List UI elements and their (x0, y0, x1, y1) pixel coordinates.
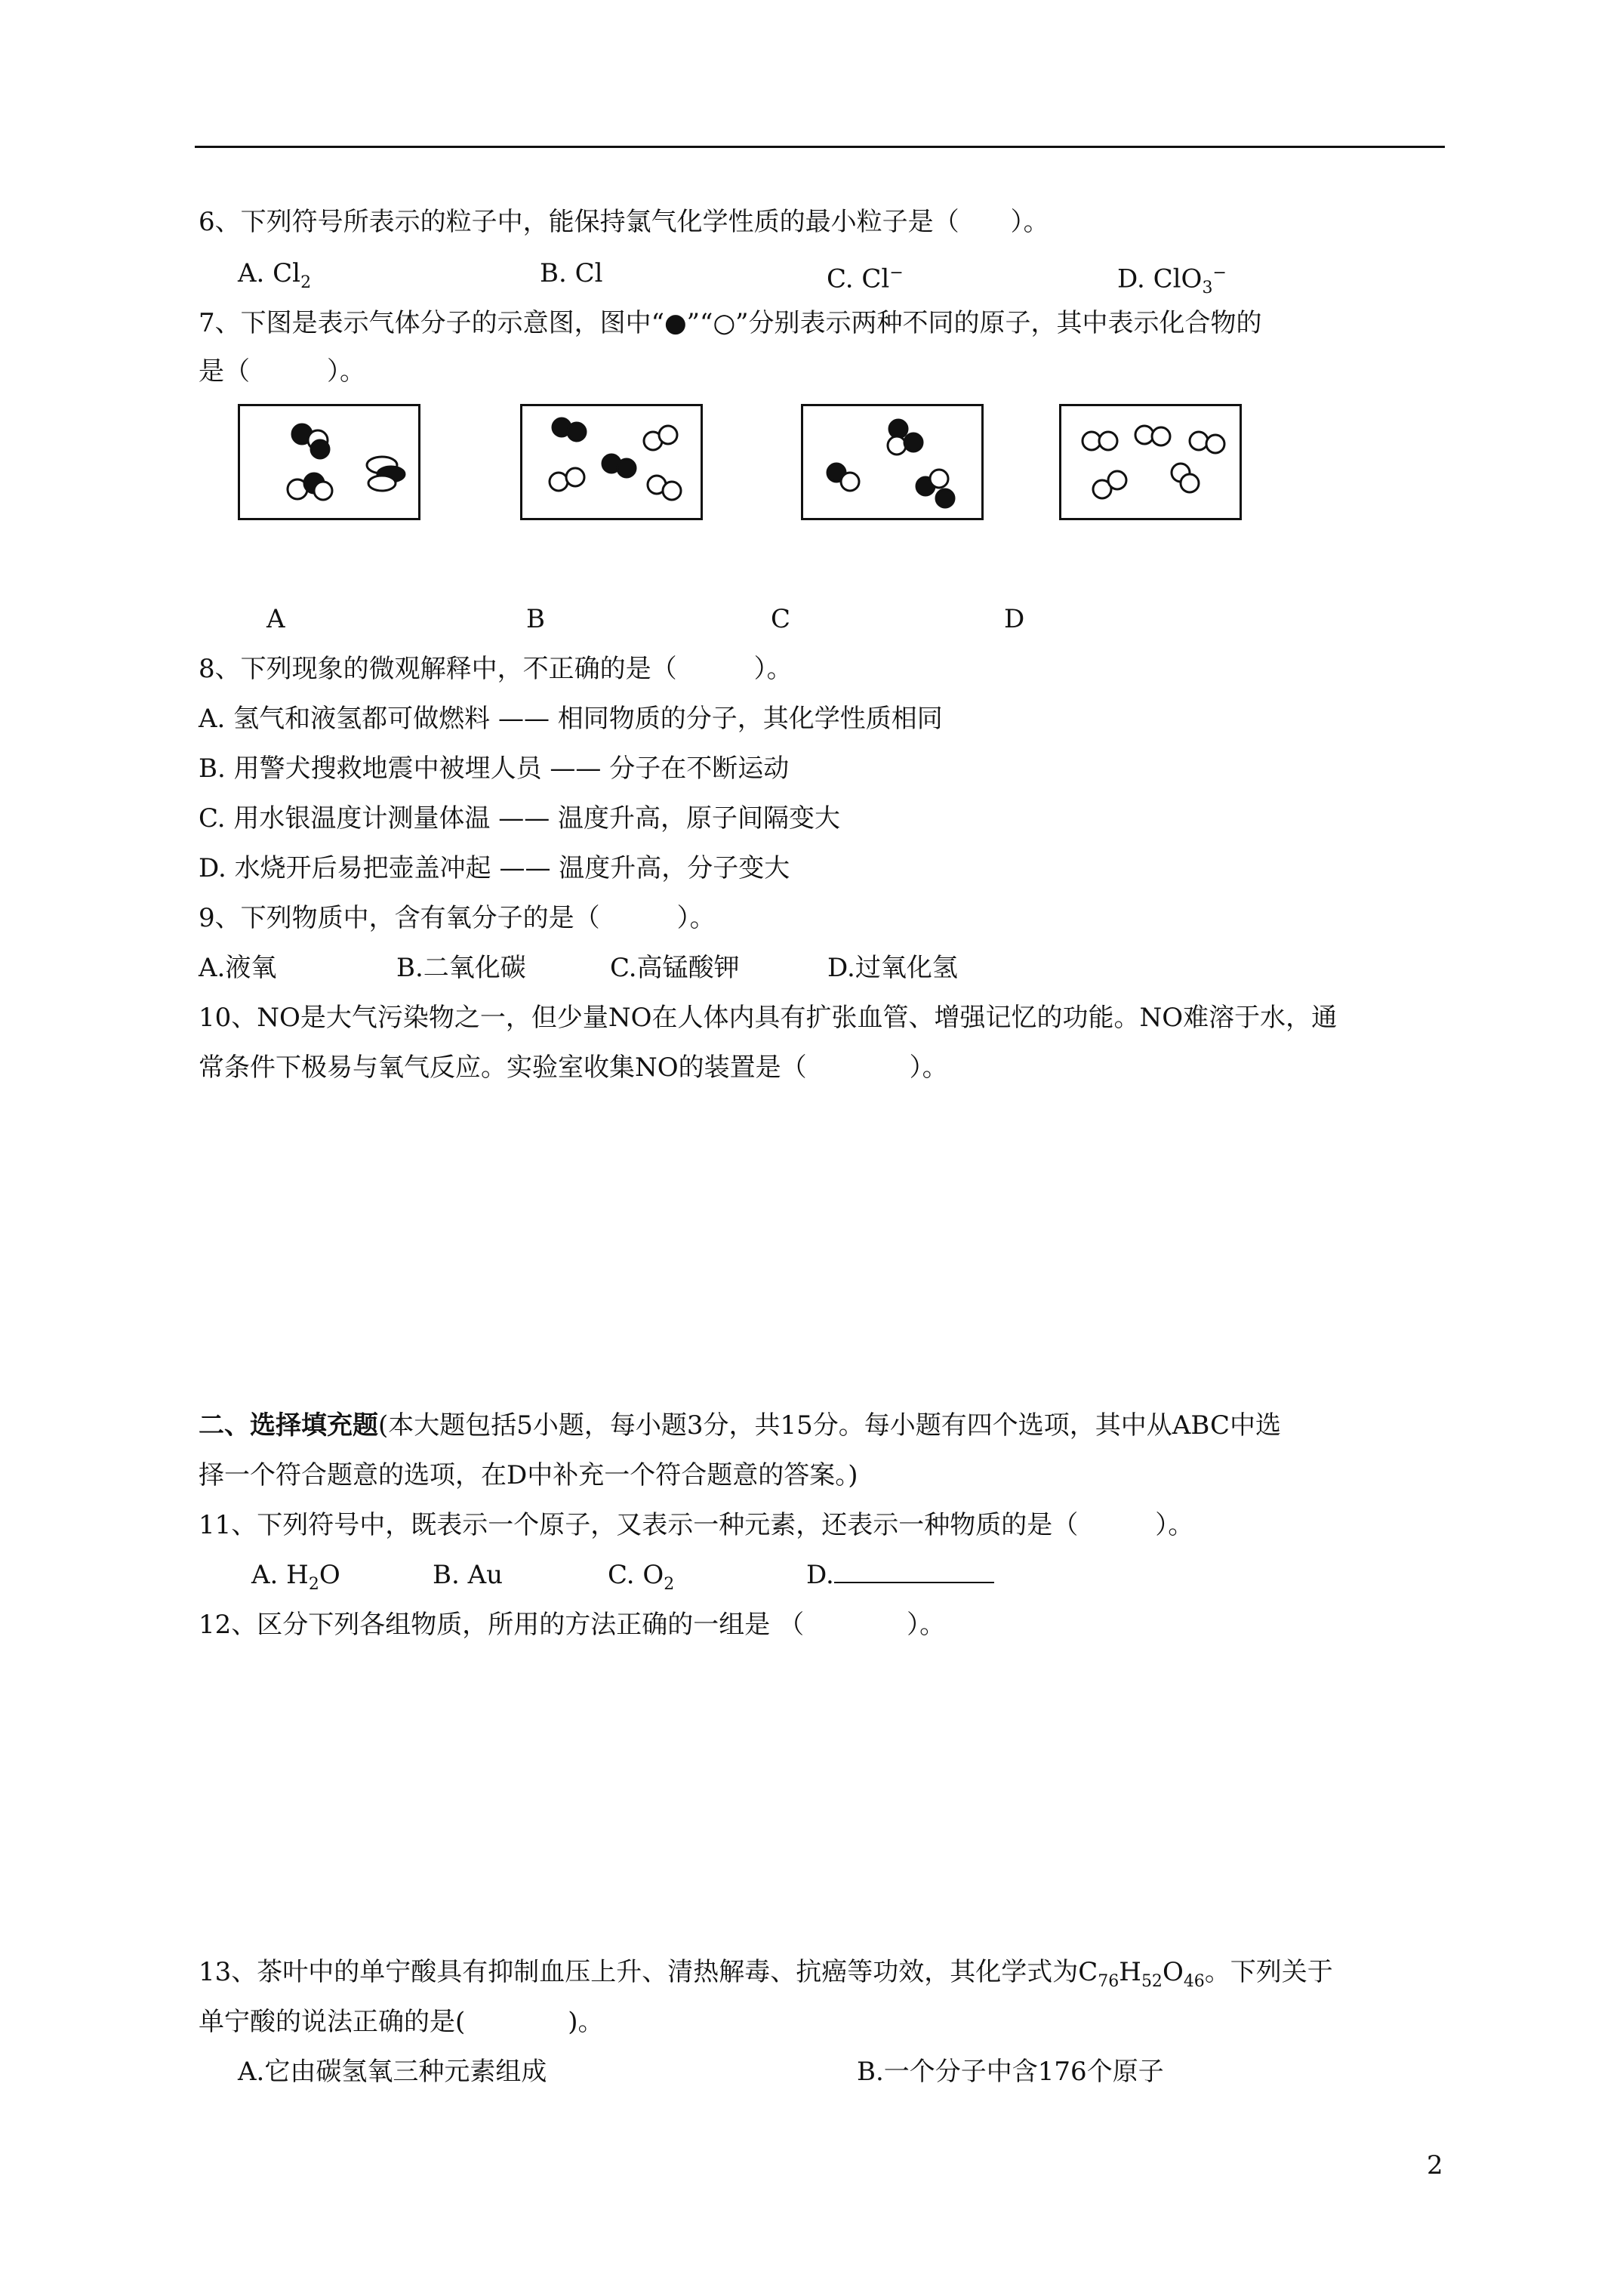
molecule-diagram-c[interactable] (801, 404, 984, 520)
q7-stem-line1: 7、下图是表示气体分子的示意图，图中“●”“○”分别表示两种不同的原子，其中表示化合物的 (199, 308, 1262, 338)
q11-option-a[interactable]: A. $H_2O$ (251, 1560, 340, 1594)
molecule-diagram-c-graphic (803, 406, 981, 518)
q13-stem-line2: 单宁酸的说法正确的是( )。 (199, 2007, 604, 2037)
q9-option-c[interactable]: C.高锰酸钾 (610, 953, 740, 983)
q12-stem: 12、区分下列各组物质，所用的方法正确的一组是 （ ）。 (199, 1610, 946, 1640)
section2-heading (199, 1409, 1281, 1442)
q13-option-a[interactable]: A.它由碳氢氧三种元素组成 (238, 2057, 547, 2087)
q6-option-a[interactable]: A. $Cl_2$ (238, 258, 312, 292)
molecule-diagram-d[interactable] (1059, 404, 1242, 520)
q11-stem: 11、下列符号中，既表示一个原子，又表示一种元素，还表示一种物质的是（ ）。 (199, 1510, 1194, 1540)
q6-option-d[interactable]: D. ClO$_3$− (1117, 264, 1227, 298)
diagram-label-d: D (1004, 604, 1025, 634)
q7-stem-line2: 是（ ）。 (199, 356, 365, 387)
q13-option-b[interactable]: B.一个分子中含176个原子 (857, 2057, 1164, 2087)
q6-stem: 6、下列符号所表示的粒子中，能保持氯气化学性质的最小粒子是（ ）。 (199, 207, 1049, 237)
molecule-diagram-d-graphic (1061, 406, 1240, 518)
diagram-label-b: B (526, 604, 545, 634)
q11-answer-blank[interactable] (834, 1559, 994, 1583)
q8-option-d[interactable]: D. 水烧开后易把壶盖冲起 —— 温度升高，分子变大 (199, 853, 790, 883)
molecule-diagram-b-graphic (522, 406, 701, 518)
q8-stem: 8、下列现象的微观解释中，不正确的是（ ）。 (199, 654, 793, 684)
q11-option-b[interactable]: B. Au (433, 1560, 504, 1590)
q9-option-d[interactable]: D.过氧化氢 (827, 953, 958, 983)
header-rule (195, 146, 1445, 148)
q11-option-c[interactable]: C. $O_2$ (608, 1560, 675, 1594)
section2-desc: (本大题包括5小题，每小题3分，共15分。每小题有四个选项，其中从ABC中选 (378, 1410, 1281, 1441)
molecule-diagram-a[interactable] (238, 404, 420, 520)
diagram-label-c: C (771, 604, 791, 634)
q9-stem: 9、下列物质中，含有氧分子的是（ ）。 (199, 903, 716, 933)
q11-option-d[interactable]: D. (806, 1558, 994, 1592)
q6-option-c[interactable]: C. Cl− (827, 264, 904, 294)
q13-stem-line1: 13、茶叶中的单宁酸具有抑制血压上升、清热解毒、抗癌等功效，其化学式为$C_{76}H_{52}O_{46}$。下列关于 (199, 1957, 1333, 1991)
diagram-label-a: A (266, 604, 285, 634)
molecule-diagram-b[interactable] (520, 404, 703, 520)
page-number: 2 (1427, 2150, 1443, 2180)
q9-option-a[interactable]: A.液氧 (199, 953, 277, 983)
molecule-diagram-a-graphic (240, 406, 418, 518)
q8-option-c[interactable]: C. 用水银温度计测量体温 —— 温度升高，原子间隔变大 (199, 803, 841, 834)
q9-option-b[interactable]: B.二氧化碳 (396, 953, 526, 983)
q8-option-a[interactable]: A. 氢气和液氢都可做燃料 —— 相同物质的分子，其化学性质相同 (199, 704, 943, 734)
q10-stem-line1: 10、NO是大气污染物之一，但少量NO在人体内具有扩张血管、增强记忆的功能。NO难溶于水，通 (199, 1003, 1338, 1033)
q8-option-b[interactable]: B. 用警犬搜救地震中被埋人员 —— 分子在不断运动 (199, 754, 790, 784)
section2-desc-line2: 择一个符合题意的选项，在D中补充一个符合题意的答案。) (199, 1460, 858, 1490)
q6-option-b[interactable]: B. Cl (540, 258, 603, 288)
q10-stem-line2: 常条件下极易与氧气反应。实验室收集NO的装置是（ ）。 (199, 1052, 948, 1083)
section2-title: 二、选择填充题 (199, 1410, 378, 1441)
